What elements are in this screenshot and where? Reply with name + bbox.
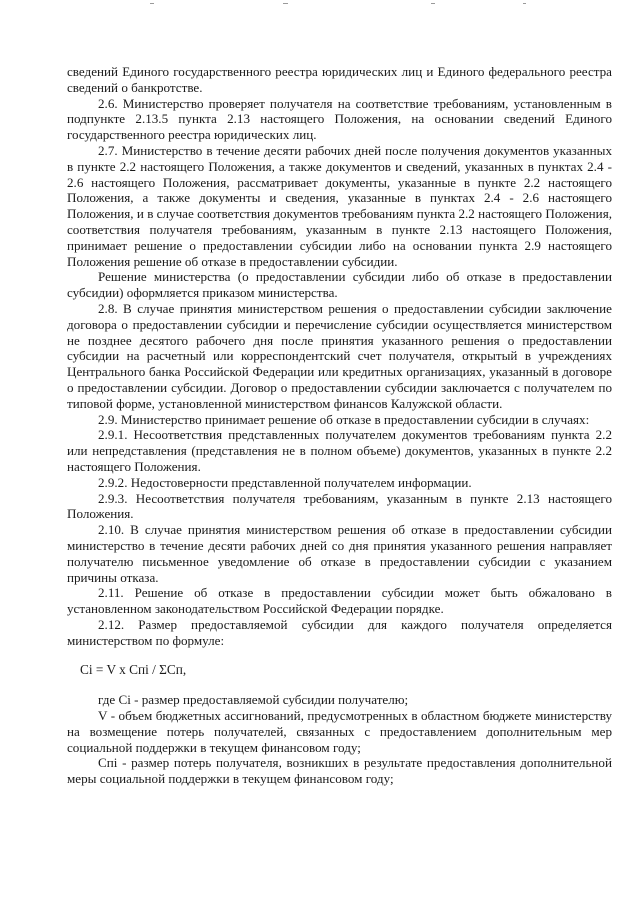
formula-definition-v: V - объем бюджетных ассигнований, предусмотренных в областном бюджете министерству на возмещение потерь получателей, связанных с предоставлением дополнительным мер социальной поддержки в текущем финансовом году; [67,708,612,755]
paragraph-2-9-2: 2.9.2. Недостоверности представленной получателем информации. [98,474,472,490]
paragraph-2-9: 2.9. Министерство принимает решение об отказе в предоставлении субсидии в случаях: [98,411,590,427]
scan-mark [283,3,288,4]
spacer [67,678,612,692]
spacer [67,648,612,662]
scan-mark [523,3,526,4]
paragraph-2-9-1: 2.9.1. Несоответствия представленных получателем документов требованиям пункта 2.2 или непредставления (представления не в полном объеме) документов, указанных в пункте 2.2 настоящего Положения. [67,427,612,474]
scan-mark [150,3,154,4]
scan-mark [431,3,435,4]
paragraph-2-8: 2.8. В случае принятия министерством решения о предоставлении субсидии заключение договора о предоставлении субсидии и перечисление субсидии осуществляется министерством не позднее десятого рабочего дня после принятия указанного решения о предоставлении субсидии на расчетный или корреспондентский счет получателя, открытый в учреждениях Центрального банка Российской Федерации или кредитных организациях, указанный в договоре о предоставлении субсидии. Договор о предоставлении субсидии заключается с получателем по типовой форме, установленной министерством финансов Калужской области. [67,300,612,411]
paragraph-2-12: 2.12. Размер предоставляемой субсидии для каждого получателя определяется министерством по формуле: [67,616,612,648]
paragraph-registry-continuation: сведений Единого государственного реестра юридических лиц и Единого федерального реестра сведений о банкротстве. [67,64,612,95]
formula-definition-ci: где Ci - размер предоставляемой субсидии получателю; [98,692,409,708]
formula-definition-cpi: Cпi - размер потерь получателя, возникших в результате предоставления дополнительной меры социальной поддержки в текущем финансовом году; [67,755,612,787]
document-body [67,64,612,787]
subsidy-formula: Ci = V x Cпi / ΣCп, [80,662,187,678]
paragraph-2-11: 2.11. Решение об отказе в предоставлении субсидии может быть обжаловано в установленном законодательством Российской Федерации порядке. [67,585,612,617]
paragraph-2-9-3: 2.9.3. Несоответствия получателя требованиям, указанным в пункте 2.13 настоящего Положения. [67,490,612,522]
paragraph-2-7: 2.7. Министерство в течение десяти рабочих дней после получения документов указанных в пункте 2.2 настоящего Положения, а также документов и сведений, указанных в пунктах 2.4 - 2.6 настоящего Положения, рассматривает документы, указанные в пункте 2.2 настоящего Положения, а также документы и сведения, указанные в пунктах 2.4 - 2.6 настоящего Положения, и в случае соответствия документов требованиям пункта 2.2 настоящего Положения, соответствия получателя требованиям, указанным в пункте 2.13 настоящего Положения, принимает решение о предоставлении субсидии либо на основании пункта 2.9 настоящего Положения решение об отказе в предоставлении субсидии. [67,142,612,269]
paragraph-decision-order: Решение министерства (о предоставлении субсидии либо об отказе в предоставлении субсидии) оформляется приказом министерства. [67,269,612,301]
paragraph-2-10: 2.10. В случае принятия министерством решения об отказе в предоставлении субсидии министерство в течение десяти рабочих дней со дня принятия указанного решения направляет получателю письменное уведомление об отказе в предоставлении субсидии с указанием причины отказа. [67,522,612,585]
paragraph-2-6: 2.6. Министерство проверяет получателя на соответствие требованиям, установленным в подпункте 2.13.5 пункта 2.13 настоящего Положения, на основании сведений Единого государственного реестра юридических лиц. [67,95,612,143]
